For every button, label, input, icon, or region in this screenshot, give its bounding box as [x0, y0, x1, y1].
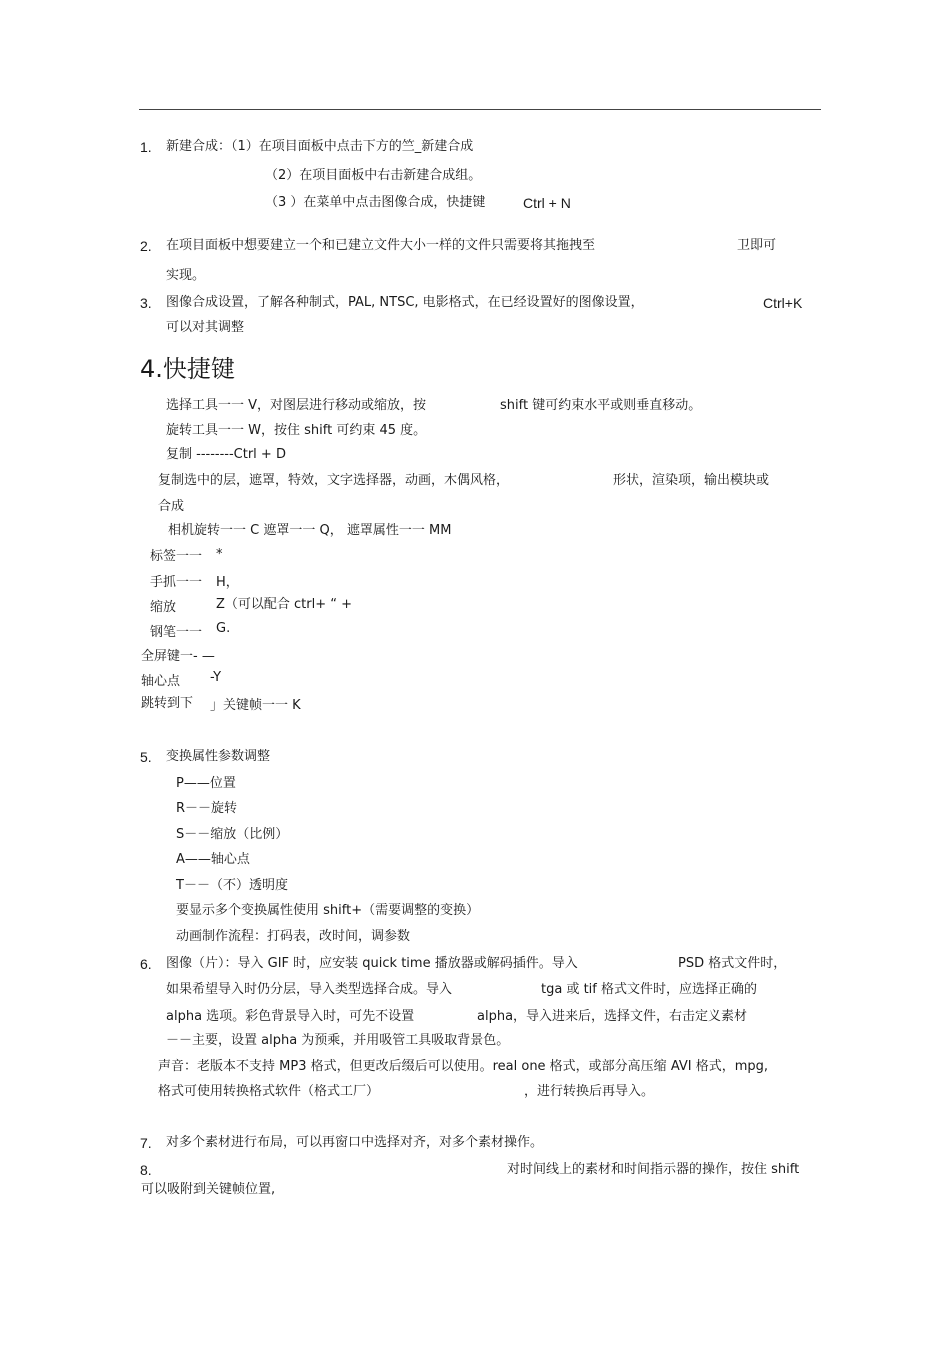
item-6-line-2-tail: tga 或 tif 格式文件时，应选择正确的	[541, 982, 757, 997]
anchor-key: 轴心点	[141, 674, 181, 689]
item-number-3: 3.	[140, 295, 152, 311]
header-rule	[139, 109, 821, 110]
hand-value: H，	[216, 575, 239, 590]
item-6-line-3: alpha 选项。彩色背景导入时，可先不设置	[166, 1009, 415, 1024]
hand-key: 手抓一一	[150, 575, 203, 590]
transform-anchor: A——轴心点	[176, 852, 250, 867]
item-8-line-2: 可以吸附到关键帧位置,	[141, 1182, 276, 1197]
item-2-line-1: 在项目面板中想要建立一个和已建立文件大小一样的文件只需要将其拖拽至	[166, 238, 596, 253]
item-3-line-1: 图像合成设置，了解各种制式，PAL, NTSC, 电影格式，在已经设置好的图像设置，	[166, 295, 644, 310]
item-2-line-2: 实现。	[166, 268, 206, 283]
item-number-5: 5.	[140, 749, 152, 765]
item-6-line-6-tail: ，进行转换后再导入。	[524, 1084, 655, 1099]
item-3-shortcut: Ctrl+K	[763, 295, 803, 311]
item-3-line-2: 可以对其调整	[166, 320, 245, 335]
item-6-line-2: 如果希望导入时仍分层，导入类型选择合成。导入	[166, 982, 453, 997]
item-number-2: 2.	[140, 238, 152, 254]
zoom-value: Z（可以配合 ctrl+ “ +	[216, 597, 353, 612]
transform-scale: S－－缩放（比例）	[176, 827, 289, 842]
rotate-tool-line: 旋转工具一一 W，按住 shift 可约束 45 度。	[166, 423, 427, 438]
section-5-title: 变换属性参数调整	[166, 749, 271, 764]
item-number-1: 1.	[140, 139, 152, 155]
transform-opacity: T－－（不）透明度	[176, 878, 288, 893]
item-1-line-2: （2）在项目面板中右击新建合成组。	[265, 168, 482, 183]
transform-multi: 要显示多个变换属性使用 shift+（需要调整的变换）	[176, 903, 480, 918]
item-number-6: 6.	[140, 956, 152, 972]
item-6-line-5: 声音：老版本不支持 MP3 格式，但更改后缀后可以使用。real one 格式，或部分高压缩 AVI 格式，mpg,	[158, 1059, 769, 1074]
copy-selected-line: 复制选中的层，遮罩，特效，文字选择器，动画，木偶风格，	[158, 473, 510, 488]
camera-mask-line: 相机旋转一一 C 遮罩一一 Q， 遮罩属性一一 MM	[168, 523, 452, 538]
item-6-line-1-tail: PSD 格式文件时，	[678, 956, 787, 971]
label-key: 标签一一	[150, 549, 203, 564]
item-7-line-1: 对多个素材进行布局，可以再窗口中选择对齐，对多个素材操作。	[166, 1135, 544, 1150]
copy-selected-line-tail: 形状，渲染项，输出模块或	[613, 473, 770, 488]
animation-flow: 动画制作流程：打码表，改时间，调参数	[176, 929, 411, 944]
jump-key: 跳转到下	[141, 696, 194, 711]
item-number-7: 7.	[140, 1135, 152, 1151]
item-2-line-1-tail: 卫即可	[737, 238, 777, 253]
pen-value: G.	[216, 621, 231, 636]
pen-key: 钢笔一一	[150, 625, 203, 640]
label-value: *	[216, 547, 223, 562]
fullscreen-key: 全屏键一- —	[141, 649, 215, 664]
item-1-line-1: 新建合成：（1）在项目面板中点击下方的竺_新建合成	[166, 139, 474, 154]
item-6-line-3-tail: alpha，导入进来后，选择文件，右击定义素材	[477, 1009, 748, 1024]
item-number-8: 8.	[140, 1162, 152, 1178]
item-6-line-4: －－主要，设置 alpha 为预乘，并用吸管工具吸取背景色。	[166, 1033, 510, 1048]
jump-value: 」关键帧一一 K	[210, 698, 301, 713]
select-tool-line-tail: shift 键可约束水平或则垂直移动。	[500, 398, 702, 413]
copy-selected-line-2: 合成	[158, 499, 185, 514]
item-1-line-3: （3 ）在菜单中点击图像合成，快捷键	[265, 195, 486, 210]
section-4-heading: 4.快捷键	[140, 355, 235, 383]
transform-rotation: R－－旋转	[176, 801, 238, 816]
item-6-line-1: 图像（片）：导入 GIF 时，应安装 quick time 播放器或解码插件。导入	[166, 956, 578, 971]
item-6-line-6: 格式可使用转换格式软件（格式工厂）	[158, 1084, 380, 1099]
zoom-key: 缩放	[150, 600, 177, 615]
transform-position: P——位置	[176, 776, 236, 791]
item-8-line-1: 对时间线上的素材和时间指示器的操作，按住 shift	[507, 1162, 800, 1177]
anchor-value: -Y	[210, 670, 222, 685]
item-1-shortcut: Ctrl + N	[523, 195, 571, 211]
copy-line: 复制 --------Ctrl + D	[166, 447, 286, 462]
select-tool-line: 选择工具一一 V，对图层进行移动或缩放，按	[166, 398, 427, 413]
